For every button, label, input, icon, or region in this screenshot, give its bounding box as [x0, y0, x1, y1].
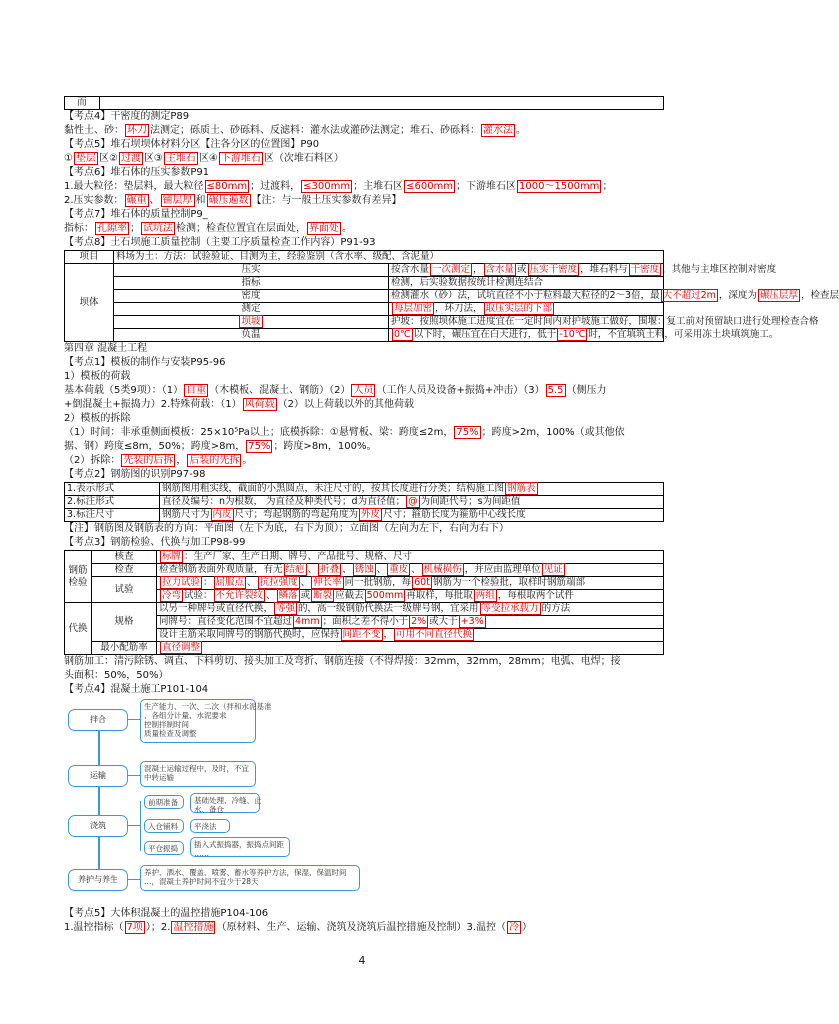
- t8-r6-content: 0℃ 以下时，碾压宜在白天进行，低于 -10℃ 时，不宜填筑土料，可采用冻土块填筑施工。: [389, 329, 664, 342]
- s2-title: 【考点2】钢筋图的识别P97-98: [64, 469, 206, 480]
- k4-title: 【考点4】干密度的测定P89: [64, 111, 190, 122]
- t8-r4-label: 测定: [114, 303, 389, 316]
- t3-r8-label: 最小配筋率: [92, 642, 157, 655]
- t3-r3-label: 试验: [92, 577, 157, 603]
- t8-r3-label: 密度: [114, 290, 389, 303]
- s4-title: 【考点4】混凝土施工P101-104: [64, 684, 209, 695]
- flow-pour-feed-desc: 平浇法: [190, 819, 230, 833]
- t8-r3-content: 检测灌水（砂）法，试坑直径不小于粒料最大粒径的2～3倍，最 大不超过2m ，深度为 碾压层厚 ，检查层: [389, 290, 664, 303]
- s3-after2: 头面积：50%，50%）: [64, 670, 169, 681]
- s1-line3: +倒混凝土+振捣力）2.特殊荷载：（1） 风荷载 （2）以上荷载以外的其他荷载: [64, 399, 415, 410]
- t3-group2: 代换: [65, 603, 92, 655]
- s3-after1: 钢筋加工：清污除锈、调直、下料剪切、接头加工及弯折、钢筋连接（不得焊接：32mm，32mm，28mm；电弧、电焊；接: [64, 656, 621, 667]
- flow-link3: [128, 825, 140, 826]
- document-page: [64, 96, 839, 935]
- concrete-flowchart: [64, 697, 664, 907]
- flow-desc-cure: 养护、洒水、覆盖、喷雾、蓄水等养护方法，保湿、保温时间 …，混凝土养护时间不宜少于28天: [140, 865, 360, 891]
- k6-title: 【考点6】堆石体的压实参数P91: [64, 167, 210, 178]
- flow-pour-vibrate: 平仓振捣: [144, 841, 184, 855]
- t8-r2-content: 检测，后实验数据按统计检测连结合: [389, 277, 664, 290]
- s1-line6: 据、钢）跨度≤8m，50%；跨度>8m， 75% ；跨度>8m，100%。: [64, 441, 377, 452]
- t3-r2-content: 检查钢筋表面外观质量，有无 结疤 、 折叠 、 锈蚀 、 重皮 、 机械损伤 ，并应由监理单位 见证: [157, 564, 664, 577]
- flow-node-cure: 养护与养生: [68, 869, 128, 891]
- t8-r1-label: 压实: [114, 264, 389, 277]
- t8-r5-content: 护坡：按照坝体施工进度宜在一定时间内对护坡施工做好，围堰：复工前对预留缺口进行处理检查合格: [389, 316, 664, 329]
- t2-r1-label: 1.表示形式: [65, 483, 160, 496]
- t2-r1-content: 钢筋图用粗实线，截面的小黑圆点，未注尺寸的，按其长度进行分类；结构施工图 钢筋表: [160, 483, 664, 496]
- t3-r5-content: 以另一种牌号或直径代换， 等强 的，高一级钢筋代换法一级牌号钢，宜采用 等受拉承载力 的方法: [157, 603, 664, 616]
- t3-r5-label: 规格: [92, 603, 157, 642]
- k8-title: 【考点8】土石坝施工质量控制（主要工序质量检查工作内容）P91-93: [64, 237, 376, 248]
- t2-r3-label: 3.标注尺寸: [65, 509, 160, 522]
- t3-r4-content: 冷弯 试验： 不允许裂纹 、 鳞落 或 断裂 应截去 500mm 再取样，每批取 两组 ，每根取两个试件: [157, 590, 664, 603]
- flow-node-mix: 拌合: [68, 709, 128, 731]
- s5-text: 1.温控指标（ 7项 ）；2. 温控措施 （原材料、生产、运输、浇筑及浇筑后温控措施及控制）3.温控（ 冷 ）: [64, 922, 533, 933]
- s1-line5: （1）时间：非承重侧面模板：25×10⁵Pa以上；底模拆除：①悬臂板、梁：跨度≤2m， 75% ；跨度>2m，100%（或其他依: [64, 427, 625, 438]
- t8-row-head: 坝体: [65, 264, 114, 342]
- t8-r4-content: 每层加密 ，环刀法， 取压实层的下部: [389, 303, 664, 316]
- fragment-empty-cell: [100, 97, 664, 110]
- k7-title: 【考点7】堆石体的质量控制P9_: [64, 209, 208, 220]
- flow-desc-transport: 混凝土运输过程中，及时，不宜 中转运输: [140, 761, 256, 787]
- s1-title: 【考点1】模板的制作与安装P95-96: [64, 357, 226, 368]
- k5-text: ① 垫层 区② 过渡 区③ 主堆石 区④ 下游堆石 区（次堆石料区）: [64, 153, 344, 164]
- s1-line2: 基本荷载（5类9项）：（1） 自重 （木模板、混凝土、钢筋）（2） 人员 （工作人员及设备+振捣+冲击）（3） 5.5 （侧压力: [64, 385, 607, 396]
- fragment-cell: 而: [65, 97, 100, 110]
- flow-link4: [128, 879, 140, 880]
- flow-link1: [128, 719, 140, 720]
- flow-link2: [128, 775, 140, 776]
- k8-quality-table: [64, 250, 839, 342]
- flow-pour-prep-desc: 基础处理、冷缝、止 水、备仓: [190, 793, 260, 813]
- s1-line4: 2）模板的拆除: [64, 413, 131, 424]
- s3-title: 【考点3】钢筋检验、代换与加工P98-99: [64, 537, 246, 548]
- flow-spine: [98, 719, 100, 869]
- t3-r1-content: 标牌 ：生产厂家、生产日期、牌号、产品批号、规格、尺寸: [157, 551, 664, 564]
- t2-r2-label: 2.标注形式: [65, 496, 160, 509]
- t3-group1: 钢筋检验: [65, 551, 92, 603]
- t2-r2-content: 直径及编号：n为根数， 为直径及种类代号；d为直径值； @ 为间距代号；s为间距值: [160, 496, 664, 509]
- t3-r1-label: 核查: [92, 551, 157, 564]
- flow-desc-mix: 生产能力、一次、二次（拌和水泥基准 、各组分计量、水泥要求 控制拌制时间 质量检查及调整: [140, 699, 256, 743]
- k4-text: 黏性土、砂： 环刀 法测定；砾质土、砂砾料、反滤料：灌水法或灌砂法测定；堆石、砂砾料： 灌水法 。: [64, 125, 526, 136]
- flow-branch: [140, 801, 141, 851]
- t8-r1-content: 按含水量 一次测定 ， 含水量 或 压实干密度 ，堆石料与 干密度 ，其他与主堆区控制对密度: [389, 264, 664, 277]
- s1-line7: （2）拆除： 先装的后拆 ， 后装的先拆 。: [64, 455, 253, 466]
- rebar-drawing-table: [64, 482, 664, 522]
- top-fragment-table: [64, 96, 664, 110]
- s2-note: 【注】钢筋图及钢筋表的方向：平面图（左下为底，右下为顶）；立面图（左向为左下，右向为右下）: [64, 523, 509, 534]
- page-number: 4: [358, 954, 366, 967]
- t3-r7-content: 设计主筋采取同牌号的钢筋代换时，应保持 间距不变 ， 可用不同直径代换: [157, 629, 664, 642]
- flow-pour-prep: 前期准备: [144, 795, 184, 809]
- k6-line2: 2.压实参数： 碾重 、 铺层厚 和 碾压遍数 【注：与一般土压实参数有差异】: [64, 195, 402, 206]
- k5-title: 【考点5】堆石坝坝体材料分区【注各分区的位置图】P90: [64, 139, 320, 150]
- t2-r3-content: 钢筋尺寸为 内皮 尺寸；弯起钢筋的弯起角度为 外皮 尺寸；箍筋长度为箍筋中心线长度: [160, 509, 664, 522]
- t8-r2-label: 指标: [114, 277, 389, 290]
- t3-r6-content: 同牌号：直径变化范围不宜超过 4mm ；面积之差不得小于 2% 或大于 +3%: [157, 616, 664, 629]
- k6-line1: 1.最大粒径：垫层料，最大粒径 ≤80mm ；过渡料， ≤300mm ；主堆石区 ≤600mm ；下游堆石区 1000～1500mm ；: [64, 181, 613, 192]
- k7-text: 指标： 孔隙率 ； 试坑法 检测；检查位置宜在层面处， 界面处 。: [64, 223, 352, 234]
- t8-r6-label: 负温: [114, 329, 389, 342]
- t3-r8-content: 直径调整: [157, 642, 664, 655]
- s5-title: 【考点5】大体积混凝土的温控措施P104-106: [64, 908, 269, 919]
- t3-r2-label: 检查: [92, 564, 157, 577]
- flow-node-transport: 运输: [68, 765, 128, 787]
- flow-pour-vibrate-desc: 插入式振捣器，振捣点间距 ……: [190, 837, 290, 857]
- t8-header-desc: 料场为土：方法：试验验证、目测为主，经验鉴别（含水率、级配、含泥量）: [114, 251, 664, 264]
- rebar-inspection-table: [64, 550, 664, 655]
- t3-r3-content: 拉力试验 ： 屈服点 、 抗拉强度 、 伸长率 同一批钢筋，每 60t 钢筋为一个检验批，取样时钢筋端部: [157, 577, 664, 590]
- flow-node-pour: 浇筑: [68, 815, 128, 837]
- flow-pour-feed: 入仓铺料: [144, 819, 184, 833]
- s1-line1: 1）模板的荷载: [64, 371, 131, 382]
- t8-header-item: 项目: [65, 251, 114, 264]
- t8-r5-label: 坝坡: [114, 316, 389, 329]
- chapter4-title: 第四章 混凝土工程: [64, 343, 148, 354]
